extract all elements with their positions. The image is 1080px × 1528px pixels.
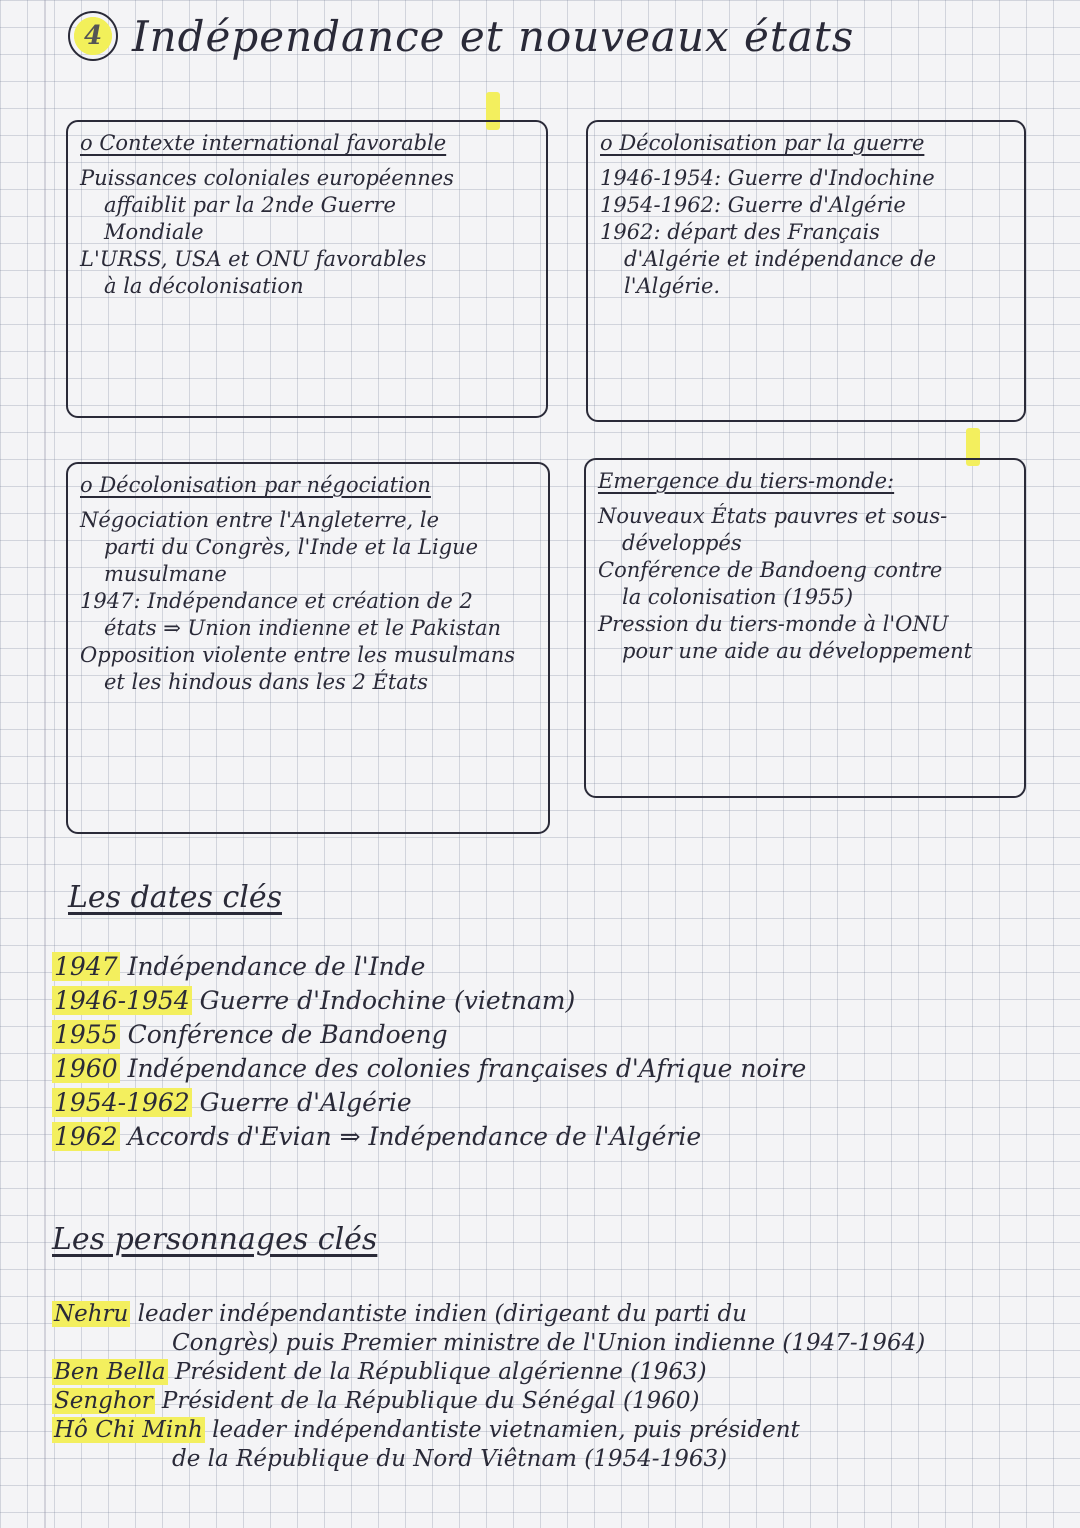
box-line: Puissances coloniales européennes — [80, 166, 454, 190]
person-text-continued: Congrès) puis Premier ministre de l'Union indienne (1947-1964) — [172, 1330, 926, 1356]
box-line: à la décolonisation — [104, 274, 304, 298]
box-line: parti du Congrès, l'Inde et la Ligue — [104, 535, 479, 559]
person-item — [52, 1300, 1062, 1329]
box-decolonisation-negociation — [66, 462, 550, 834]
person-name: Ben Bella — [54, 1359, 166, 1385]
box-line: L'URSS, USA et ONU favorables — [80, 247, 427, 271]
box-line: Opposition violente entre les musulmans — [80, 643, 515, 667]
person-text-continued: de la République du Nord Viêtnam (1954-1963) — [172, 1446, 728, 1472]
person-name: Nehru — [54, 1301, 129, 1327]
date-item — [52, 950, 1052, 984]
box-line: pour une aide au développement — [622, 639, 973, 663]
date-year: 1962 — [54, 1122, 118, 1151]
person-item — [52, 1416, 1062, 1445]
box-line: états ⇒ Union indienne et le Pakistan — [104, 616, 502, 640]
person-text: Président de la République du Sénégal (1960) — [161, 1388, 700, 1414]
box-decolonisation-guerre — [586, 120, 1026, 422]
date-year: 1946-1954 — [54, 986, 190, 1015]
box-line: Mondiale — [104, 220, 204, 244]
person-text: leader indépendantiste vietnamien, puis président — [212, 1417, 800, 1443]
box-line: d'Algérie et indépendance de — [624, 247, 937, 271]
date-text: Accords d'Evian ⇒ Indépendance de l'Algérie — [127, 1122, 702, 1151]
date-item — [52, 1086, 1052, 1120]
person-item — [52, 1358, 1062, 1387]
box-line: développés — [622, 531, 742, 555]
person-text: Président de la République algérienne (1963) — [174, 1359, 707, 1385]
box-line: l'Algérie. — [624, 274, 721, 298]
date-year: 1960 — [54, 1054, 118, 1083]
box-title: o Décolonisation par la guerre — [600, 131, 925, 155]
box-contexte-international — [66, 120, 548, 418]
people-section-title: Les personnages clés — [52, 1222, 378, 1257]
date-text: Guerre d'Algérie — [199, 1088, 412, 1117]
date-text: Indépendance des colonies françaises d'Afrique noire — [127, 1054, 807, 1083]
box-line: musulmane — [104, 562, 227, 586]
page-header — [68, 6, 854, 66]
date-item — [52, 1018, 1052, 1052]
page-margin-line — [44, 0, 46, 1528]
box-line: et les hindous dans les 2 États — [104, 670, 429, 694]
person-name: Hô Chi Minh — [54, 1417, 203, 1443]
box-tiers-monde — [584, 458, 1026, 798]
box-title: o Décolonisation par négociation — [80, 473, 431, 497]
box-line: affaiblit par la 2nde Guerre — [104, 193, 396, 217]
box-line: 1947: Indépendance et création de 2 — [80, 589, 473, 613]
date-year: 1955 — [54, 1020, 118, 1049]
box-line: 1946-1954: Guerre d'Indochine — [600, 166, 935, 190]
box-title: Emergence du tiers-monde: — [598, 469, 895, 493]
date-item — [52, 1120, 1052, 1154]
date-text: Guerre d'Indochine (vietnam) — [199, 986, 576, 1015]
box-line: 1954-1962: Guerre d'Algérie — [600, 193, 906, 217]
box-line: Négociation entre l'Angleterre, le — [80, 508, 440, 532]
people-list — [52, 1300, 1062, 1474]
date-item — [52, 1052, 1052, 1086]
page-title: Indépendance et nouveaux états — [132, 11, 855, 61]
box-title: o Contexte international favorable — [80, 131, 447, 155]
person-name: Senghor — [54, 1388, 153, 1414]
date-item — [52, 984, 1052, 1018]
date-year: 1954-1962 — [54, 1088, 190, 1117]
box-line: 1962: départ des Français — [600, 220, 880, 244]
chapter-number-badge: 4 — [68, 11, 118, 61]
dates-section-title: Les dates clés — [68, 880, 282, 915]
person-item — [52, 1387, 1062, 1416]
box-line: la colonisation (1955) — [622, 585, 854, 609]
person-text: leader indépendantiste indien (dirigeant du parti du — [137, 1301, 747, 1327]
date-year: 1947 — [54, 952, 118, 981]
box-line: Pression du tiers-monde à l'ONU — [598, 612, 949, 636]
box-line: Nouveaux États pauvres et sous- — [598, 504, 948, 528]
dates-list — [52, 950, 1052, 1154]
date-text: Indépendance de l'Inde — [127, 952, 426, 981]
box-line: Conférence de Bandoeng contre — [598, 558, 943, 582]
date-text: Conférence de Bandoeng — [127, 1020, 448, 1049]
